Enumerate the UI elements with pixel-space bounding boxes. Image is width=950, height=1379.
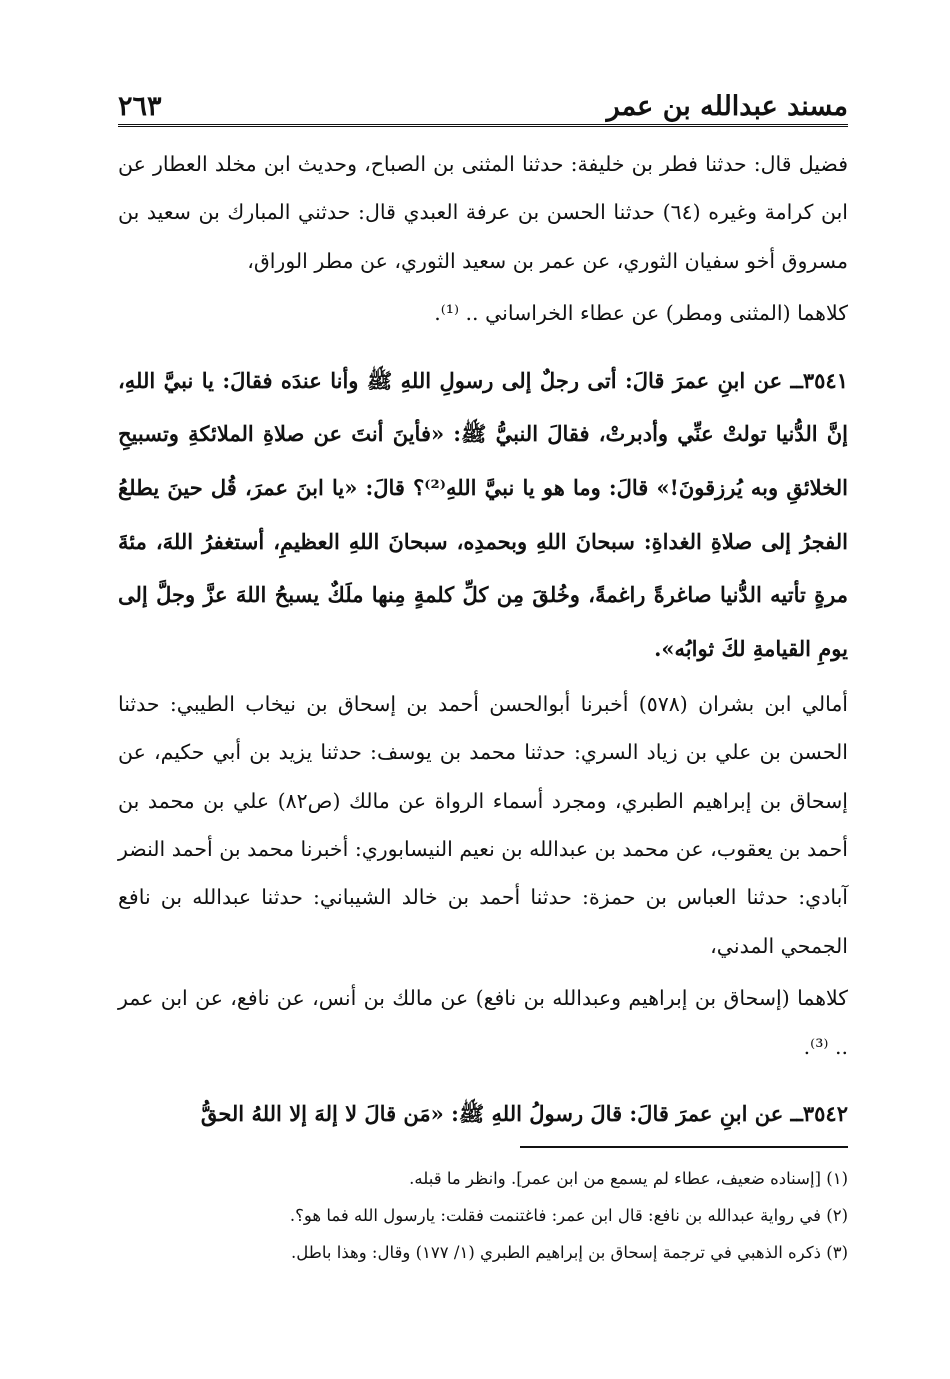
main-text xyxy=(118,140,848,1141)
header-rule xyxy=(118,124,848,127)
footnote-rule xyxy=(520,1146,848,1148)
page-header xyxy=(118,78,848,122)
footnote-3: (٣) ذكره الذهبي في ترجمة إسحاق بن إبراهيم الطبري (١/ ١٧٧) وقال: وهذا باطل. xyxy=(291,1243,848,1262)
summary-paragraph: كلاهما (إسحاق بن إبراهيم وعبدالله بن نافع) عن مالك بن أنس، عن نافع، عن ابن عمر .. ⁽³⁾. xyxy=(118,986,848,1059)
running-title: مسند عبدالله بن عمر xyxy=(606,91,848,122)
hadith-3542: ٣٥٤٢ــ عن ابنِ عمرَ قالَ: قالَ رسولُ اللهِ ﷺ: «مَن قالَ لا إلهَ إلا اللهُ الحقُّ xyxy=(200,1101,848,1127)
source-paragraph: أمالي ابن بشران (٥٧٨) أخبرنا أبوالحسن أحمد بن إسحاق بن نيخاب الطيبي: حدثنا الحسن بن علي بن زياد السري: حدثنا محمد بن يوسف: حدثنا يزيد بن أبي حكيم، عن إسحاق بن إبراهيم الطبري، ومجرد أسماء الرواة عن مالك (ص٨٢) علي بن محمد بن أحمد بن يعقوب، عن محمد بن عبدالله بن نعيم النيسابوري: أخبرنا محمد بن أحمد النضر آبادي: حدثنا العباس بن حمزة: حدثنا أحمد بن خالد الشيباني: حدثنا عبدالله بن نافع الجمحي المدني، xyxy=(118,691,848,958)
summary-paragraph: كلاهما (المثنى ومطر) عن عطاء الخراساني .. ⁽¹⁾. xyxy=(434,301,848,326)
footnote-1: (١) [إسناده ضعيف، عطاء لم يسمع من ابن عمر]. وانظر ما قبله. xyxy=(409,1169,848,1188)
footnotes xyxy=(118,1160,848,1271)
footnote-2: (٢) في رواية عبدالله بن نافع: قال ابن عمر: فاغتنمت فقلت: يارسول الله فما هو؟. xyxy=(289,1206,848,1225)
isnad-paragraph: فضيل قال: حدثنا فطر بن خليفة: حدثنا المثنى بن الصباح، وحديث ابن مخلد العطار عن ابن كرامة وغيره (٦٤) حدثنا الحسن بن عرفة العبدي قال: حدثني المبارك بن سعيد بن مسروق أخو سفيان الثوري، عن عمر بن سعيد الثوري، عن مطر الوراق، xyxy=(118,152,848,273)
hadith-3541: ٣٥٤١ــ عن ابنِ عمرَ قالَ: أتى رجلٌ إلى رسولِ اللهِ ﷺ وأنا عندَه فقالَ: يا نبيَّ اللهِ، إنَّ الدُّنيا تولتْ عنِّي وأدبرتْ، فقالَ النبيُّ ﷺ: «فأينَ أنتَ عن صلاةِ الملائكةِ وتسبيحِ الخلائقِ وبه يُرزقونَ!» قالَ: وما هو يا نبيَّ اللهِ⁽²⁾؟ قالَ: «يا ابنَ عمرَ، قُل حينَ يطلعُ الفجرُ إلى صلاةِ الغداةِ: سبحانَ اللهِ وبحمدِه، سبحانَ اللهِ العظيمِ، أستغفرُ اللهَ، مئةَ مرةٍ تأتيه الدُّنيا صاغرةً راغمةً، وخُلقَ مِن كلِّ كلمةٍ مِنها ملَكٌ يسبحُ اللهَ عزَّ وجلَّ إلى يومِ القيامةِ لكَ ثوابُه». xyxy=(118,367,848,662)
page-number: ٢٦٣ xyxy=(118,91,162,122)
